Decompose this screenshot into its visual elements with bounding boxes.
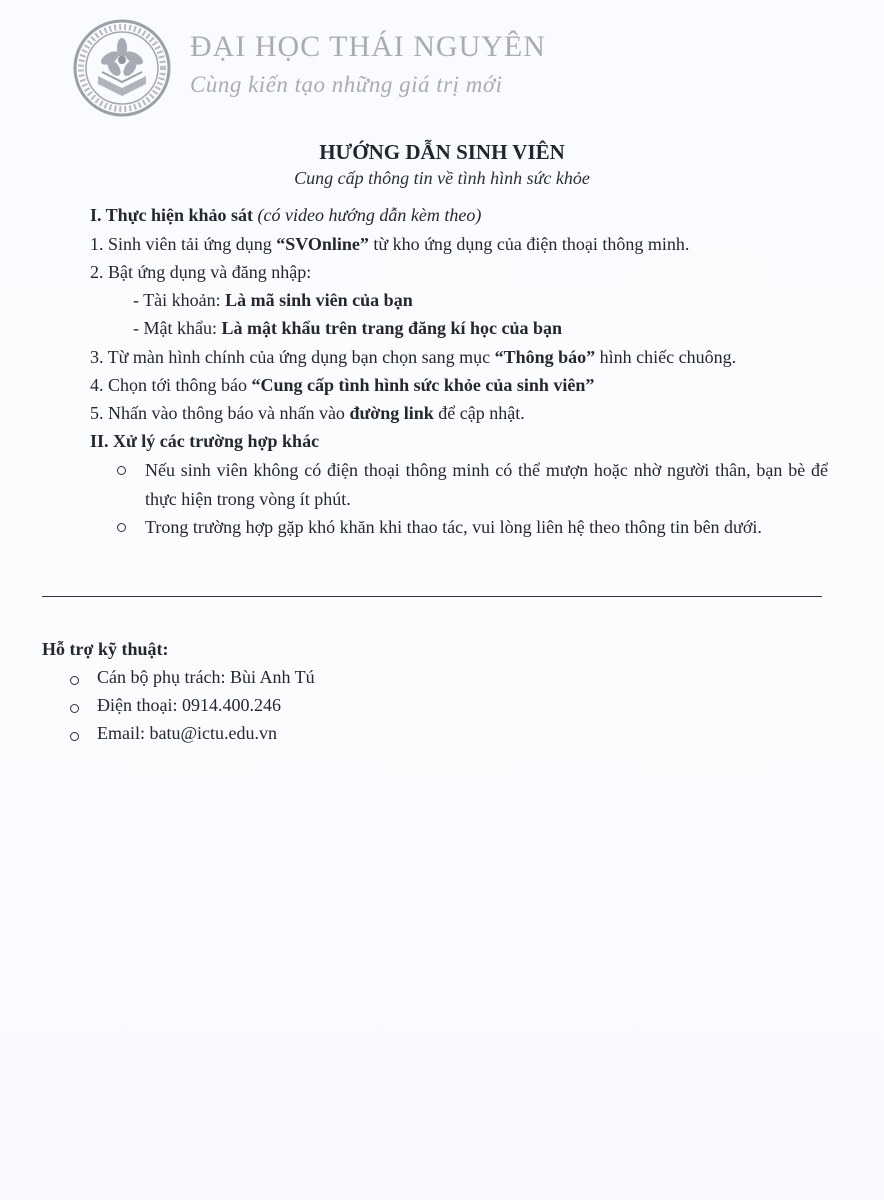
bullet-circle-icon (70, 704, 79, 713)
step-4 (90, 375, 594, 396)
step-1-suffix: từ kho ứng dụng của điện thoại thông minh. (368, 234, 690, 254)
step-5 (90, 403, 525, 424)
step-1-text: 1. Sinh viên tải ứng dụng (90, 234, 277, 254)
step-3-text: 3. Từ màn hình chính của ứng dụng bạn chọn sang mục (90, 347, 495, 367)
support-heading: Hỗ trợ kỹ thuật: (42, 639, 169, 659)
account-value: Là mã sinh viên của bạn (225, 290, 413, 310)
step-2: 2. Bật ứng dụng và đăng nhập: (90, 262, 312, 282)
bullet-circle-icon (70, 732, 79, 741)
account-label: - Tài khoản: (133, 290, 226, 310)
step-3-suffix: hình chiếc chuông. (595, 347, 737, 367)
section-divider (42, 596, 822, 597)
step-5-text: 5. Nhấn vào thông báo và nhấn vào (90, 403, 350, 423)
document-title: HƯỚNG DẪN SINH VIÊN (319, 140, 565, 164)
step-3 (90, 347, 736, 368)
password-value: Là mật khẩu trên trang đăng kí học của bạn (221, 318, 563, 338)
section2-heading: II. Xử lý các trường hợp khác (90, 431, 320, 451)
password-info (133, 318, 562, 339)
university-seal-logo (72, 18, 172, 118)
step-1 (90, 234, 689, 255)
link-text: đường link (349, 403, 434, 423)
notification-title: “Cung cấp tình hình sức khỏe của sinh viên” (251, 375, 595, 395)
bullet-circle-icon (70, 676, 79, 685)
bullet-circle-icon (117, 523, 126, 532)
bullet-circle-icon (117, 466, 126, 475)
notification-tab-name: “Thông báo” (494, 347, 596, 367)
support-contact-person: Cán bộ phụ trách: Bùi Anh Tú (97, 667, 315, 687)
support-phone: Điện thoại: 0914.400.246 (97, 695, 281, 715)
document-subtitle: Cung cấp thông tin về tình hình sức khỏe (294, 168, 590, 188)
section2-item-2: Trong trường hợp gặp khó khăn khi thao tác, vui lòng liên hệ theo thông tin bên dưới. (145, 517, 762, 537)
account-info (133, 290, 413, 311)
app-name: “SVOnline” (276, 234, 369, 254)
step-4-text: 4. Chọn tới thông báo (90, 375, 252, 395)
step-5-suffix: để cập nhật. (433, 403, 525, 423)
support-email: Email: batu@ictu.edu.vn (97, 723, 278, 743)
section1-heading: I. Thực hiện khảo sát (90, 205, 254, 225)
section1-heading-line (90, 205, 481, 226)
university-slogan: Cùng kiến tạo những giá trị mới (190, 72, 503, 97)
section2-item-1: Nếu sinh viên không có điện thoại thông minh có thể mượn hoặc nhờ người thân, bạn bè để thực hiện trong vòng ít phút. (145, 460, 828, 509)
section1-heading-note: (có video hướng dẫn kèm theo) (257, 205, 482, 225)
university-name: ĐẠI HỌC THÁI NGUYÊN (190, 30, 546, 63)
password-label: - Mật khẩu: (133, 318, 222, 338)
